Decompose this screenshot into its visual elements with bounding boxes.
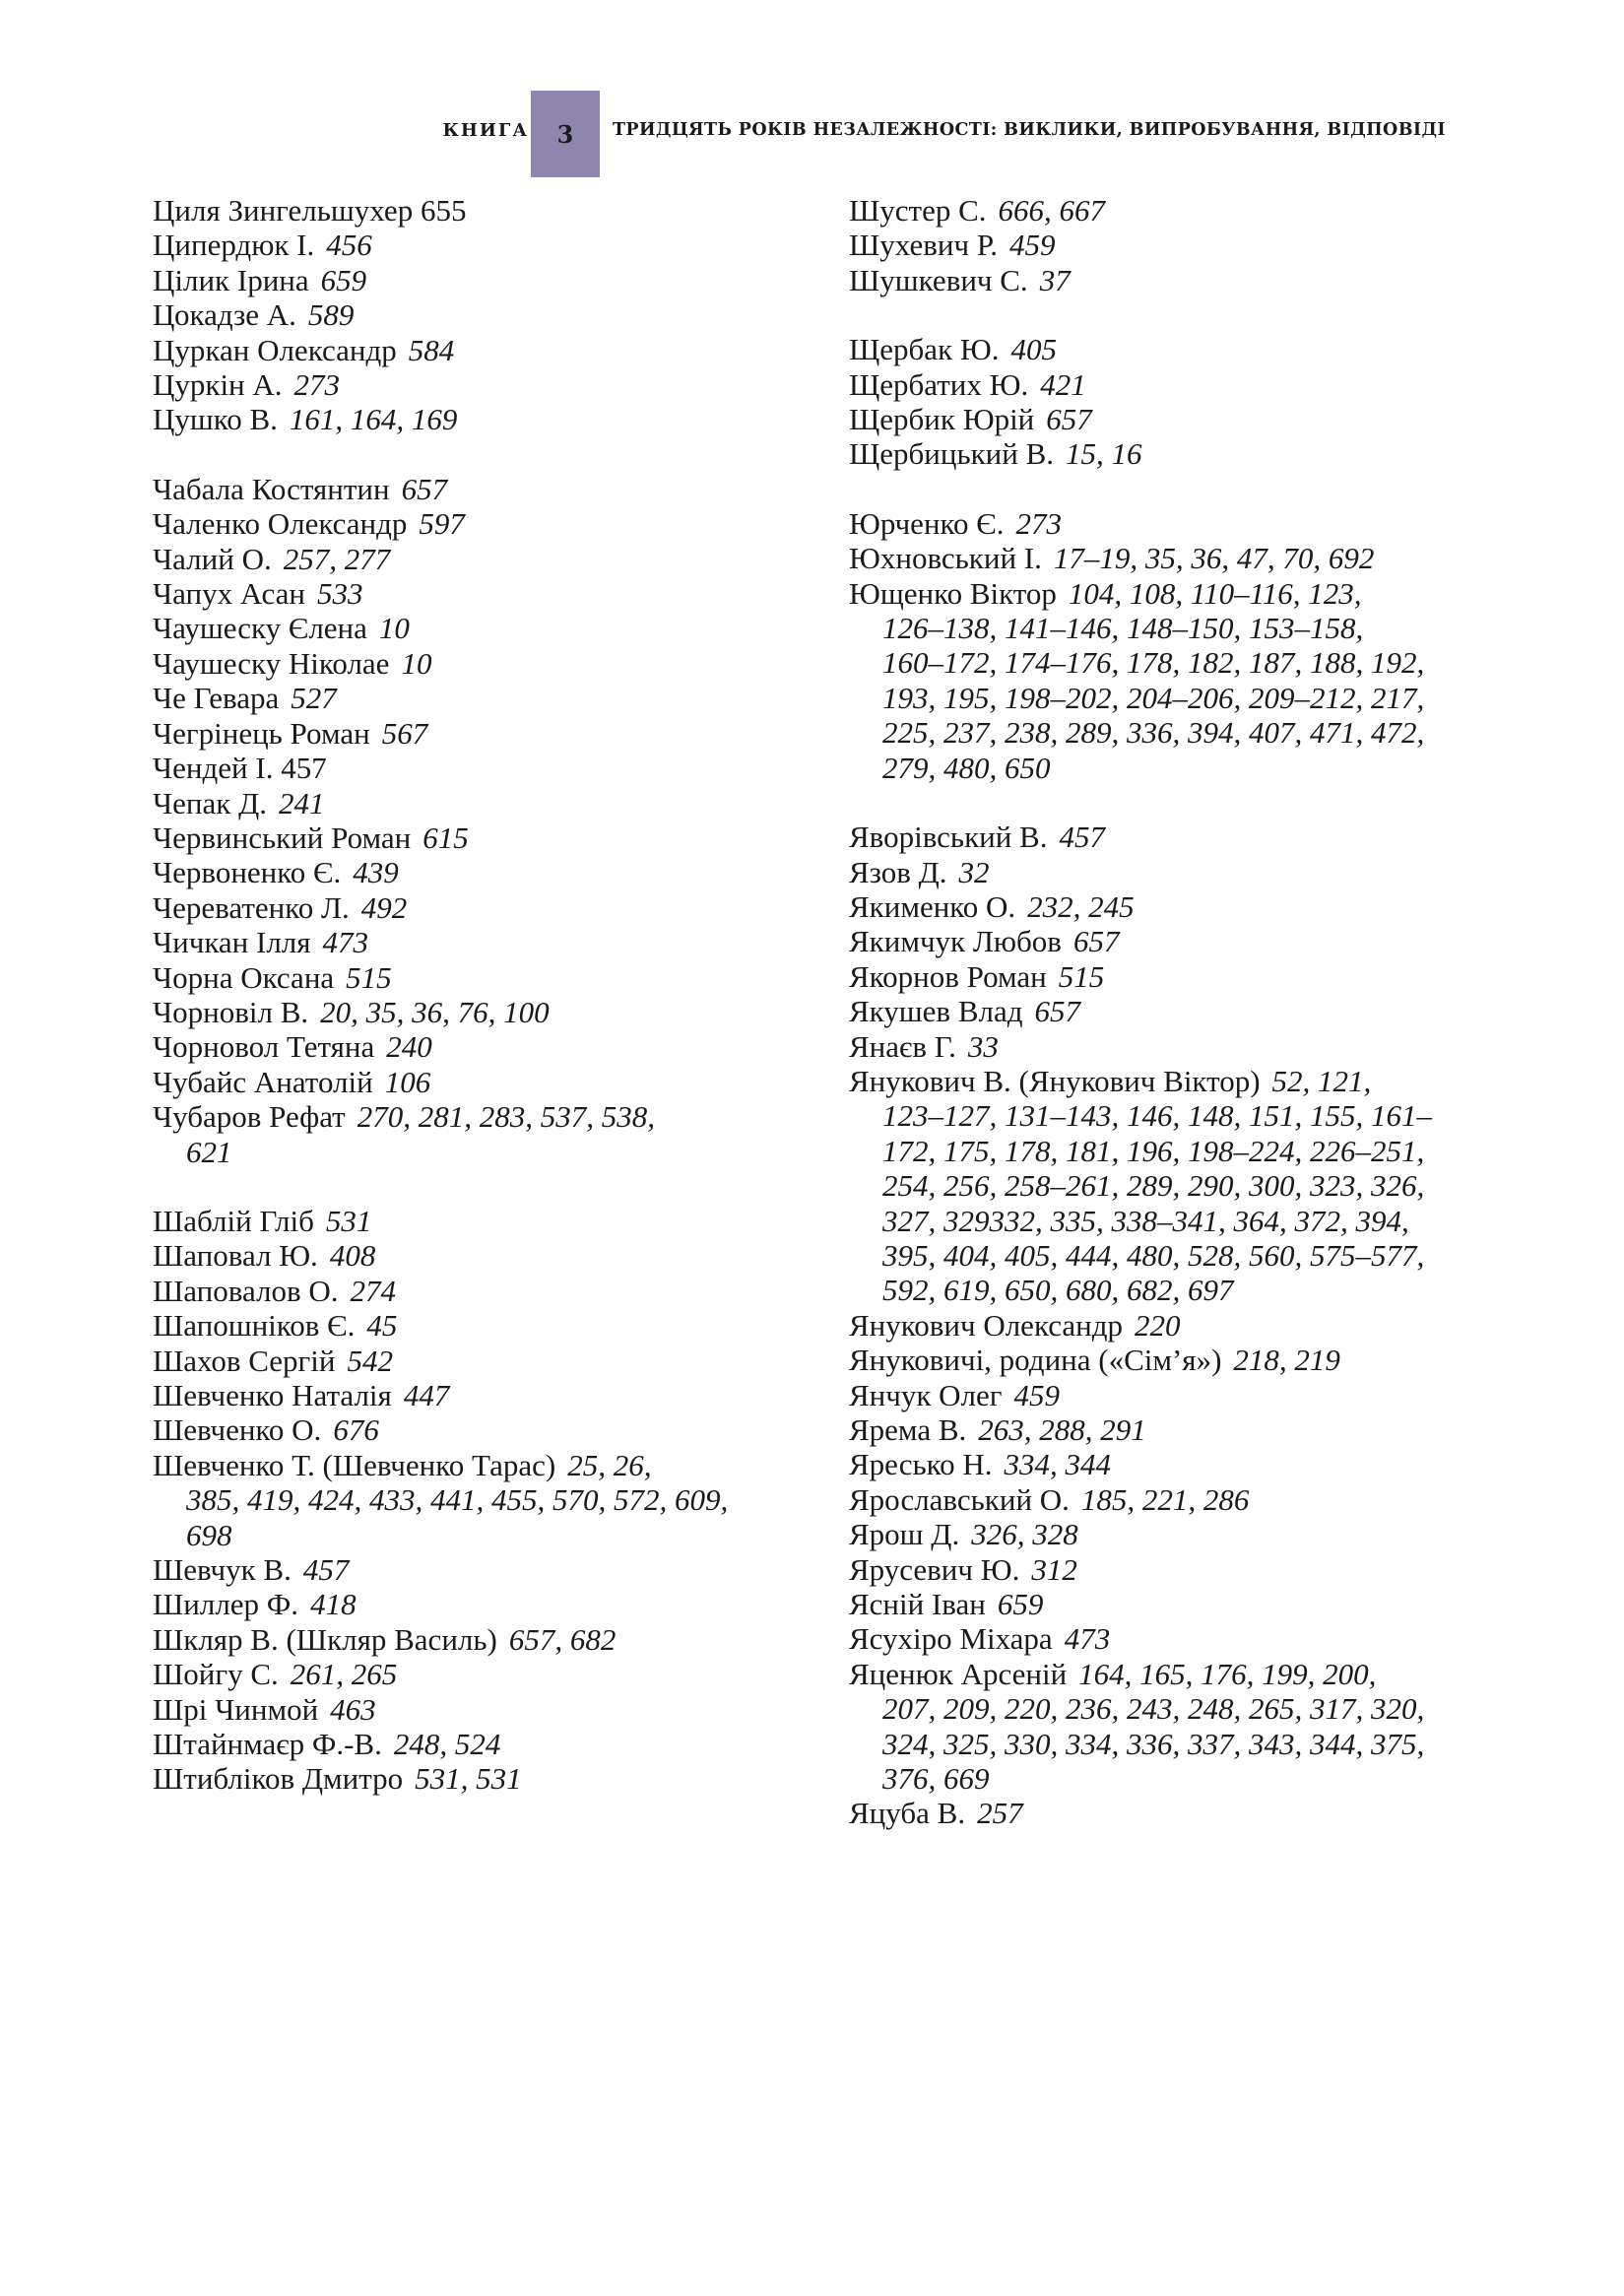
entry-name: Ярусевич Ю. bbox=[849, 1551, 1020, 1587]
entry-name: Щербик Юрій bbox=[849, 402, 1035, 437]
index-column-right bbox=[849, 193, 1489, 1831]
index-entry bbox=[153, 1204, 783, 1238]
entry-name: Шушкевич С. bbox=[849, 262, 1028, 297]
book-number: 3 bbox=[556, 119, 574, 149]
entry-name: Чичкан Ілля bbox=[153, 925, 311, 960]
entry-name: Шевчук В. bbox=[153, 1552, 292, 1588]
index-entry bbox=[153, 1552, 783, 1587]
index-entry bbox=[849, 263, 1489, 297]
index-entry bbox=[153, 995, 783, 1029]
index-entry bbox=[153, 1308, 783, 1343]
entry-name: Янаєв Г. bbox=[849, 1028, 956, 1064]
index-entry bbox=[153, 472, 783, 506]
index-entry bbox=[849, 436, 1489, 471]
entry-name: Чаушеску Ніколае bbox=[153, 645, 390, 681]
book-number-box bbox=[531, 91, 600, 177]
entry-name: Червоненко Є. bbox=[153, 855, 342, 890]
index-entry bbox=[153, 855, 783, 889]
entry-name: Яцуба В. bbox=[849, 1796, 966, 1831]
index-entry bbox=[849, 1796, 1489, 1830]
index-entry bbox=[849, 367, 1489, 402]
index-entry bbox=[153, 820, 783, 855]
entry-name: Шапошніков Є. bbox=[153, 1308, 356, 1344]
entry-pages: 447 bbox=[403, 1378, 450, 1412]
entry-pages: 10 bbox=[401, 645, 432, 681]
entry-pages: 273 bbox=[293, 367, 341, 403]
entry-pages: 257 bbox=[977, 1796, 1023, 1831]
entry-pages: 457 bbox=[302, 1552, 350, 1588]
entry-name: Цуркін А. bbox=[153, 367, 283, 403]
entry-pages: 126–138, 141–146, 148–150, 153–158, bbox=[882, 611, 1364, 646]
group-gap bbox=[849, 472, 1489, 506]
entry-pages: 542 bbox=[347, 1343, 393, 1378]
entry-pages: 589 bbox=[307, 297, 355, 333]
index-entry bbox=[153, 786, 783, 820]
entry-name: Ярема В. bbox=[849, 1412, 967, 1447]
entry-pages: 657 bbox=[401, 471, 448, 506]
entry-name: Череватенко Л. bbox=[153, 889, 350, 925]
entry-pages: 459 bbox=[1008, 228, 1056, 263]
entry-name: Чорновіл В. bbox=[153, 994, 309, 1029]
entry-pages: 657 bbox=[1046, 402, 1092, 437]
index-entry bbox=[153, 1274, 783, 1308]
index-entry bbox=[153, 333, 783, 367]
entry-pages: 385, 419, 424, 433, 441, 455, 570, 572, 609, bbox=[186, 1482, 729, 1518]
entry-pages: 312 bbox=[1031, 1551, 1077, 1587]
index-entry bbox=[849, 1029, 1489, 1064]
index-entry bbox=[153, 1412, 783, 1447]
index-entry bbox=[153, 1657, 783, 1691]
entry-name: Цуркан Олександр bbox=[153, 332, 397, 367]
entry-pages: 32 bbox=[958, 854, 990, 889]
entry-pages: 324, 325, 330, 334, 336, 337, 343, 344, 375, bbox=[882, 1726, 1425, 1761]
index-entry bbox=[849, 332, 1489, 366]
index-entry bbox=[849, 1552, 1489, 1587]
entry-pages: 20, 35, 36, 76, 100 bbox=[320, 994, 550, 1029]
entry-name: Ющенко Віктор bbox=[849, 575, 1057, 611]
index-entry bbox=[153, 1344, 783, 1378]
index-entry bbox=[153, 263, 783, 297]
entry-pages: 185, 221, 286 bbox=[1080, 1481, 1250, 1517]
entry-name: Чаленко Олександр bbox=[153, 506, 408, 542]
entry-pages: 160–172, 174–176, 178, 182, 187, 188, 192, bbox=[882, 645, 1425, 681]
index-entry bbox=[849, 1587, 1489, 1621]
index-entry bbox=[153, 681, 783, 715]
entry-name: Штайнмаєр Ф.-В. bbox=[153, 1727, 382, 1762]
entry-name: Якименко О. bbox=[849, 888, 1016, 924]
entry-pages: 597 bbox=[419, 506, 465, 542]
entry-name: Якимчук Любов bbox=[849, 924, 1062, 959]
index-entry bbox=[153, 193, 783, 228]
entry-pages: 25, 26, bbox=[567, 1447, 652, 1482]
entry-pages: 240 bbox=[386, 1029, 432, 1065]
index-entry bbox=[153, 1029, 783, 1064]
index-entry bbox=[153, 1448, 783, 1552]
index-entry bbox=[849, 193, 1489, 228]
book-label: КНИГА bbox=[442, 120, 529, 141]
index-entry bbox=[849, 1657, 1489, 1797]
index-entry bbox=[153, 542, 783, 576]
entry-name: Юхновський І. bbox=[849, 541, 1042, 576]
index-entry bbox=[153, 228, 783, 262]
entry-pages: 207, 209, 220, 236, 243, 248, 265, 317, 320, bbox=[882, 1691, 1425, 1727]
entry-name: Якушев Влад bbox=[849, 994, 1023, 1029]
entry-name: Щербицький В. bbox=[849, 436, 1055, 472]
entry-pages: 439 bbox=[353, 855, 399, 890]
index-entry bbox=[849, 820, 1489, 854]
entry-pages: 533 bbox=[316, 576, 363, 612]
entry-name: Ярош Д. bbox=[849, 1517, 960, 1552]
entry-pages: 274 bbox=[350, 1273, 396, 1308]
entry-pages: 218, 219 bbox=[1233, 1343, 1340, 1378]
entry-pages: 615 bbox=[422, 820, 469, 855]
entry-pages: 10 bbox=[378, 611, 410, 646]
entry-name: Червинський Роман bbox=[153, 820, 412, 855]
entry-pages: 459 bbox=[1013, 1377, 1060, 1412]
entry-pages: 527 bbox=[291, 681, 337, 716]
entry-pages: 270, 281, 283, 537, 538, bbox=[357, 1099, 655, 1135]
entry-pages: 418 bbox=[310, 1587, 357, 1622]
entry-pages: 657 bbox=[1072, 924, 1120, 959]
entry-pages: 659 bbox=[320, 262, 367, 297]
entry-pages: 273 bbox=[1015, 505, 1062, 541]
index-entry bbox=[849, 994, 1489, 1028]
index-entry bbox=[153, 1692, 783, 1727]
entry-name: Че Гевара bbox=[153, 681, 280, 716]
entry-name: Чаушеску Єлена bbox=[153, 611, 367, 646]
entry-pages: 279, 480, 650 bbox=[882, 750, 1051, 785]
entry-name: Чорновол Тетяна bbox=[153, 1029, 375, 1065]
entry-name: Ясній Іван bbox=[849, 1587, 986, 1622]
entry-pages: 52, 121, bbox=[1271, 1063, 1372, 1098]
index-entry bbox=[849, 1343, 1489, 1377]
entry-name: Яценюк Арсеній bbox=[849, 1656, 1068, 1691]
index-entry bbox=[849, 1378, 1489, 1412]
entry-name: Чубаров Рефат bbox=[153, 1099, 346, 1135]
entry-name: Чорна Оксана bbox=[153, 959, 335, 995]
entry-pages: 220 bbox=[1135, 1307, 1181, 1343]
index-entry bbox=[153, 297, 783, 332]
entry-name: Щербак Ю. bbox=[849, 332, 1000, 367]
index-entry bbox=[849, 1482, 1489, 1517]
index-entry bbox=[153, 1622, 783, 1657]
entry-pages: 456 bbox=[326, 228, 372, 263]
entry-name: Циля Зингельшухер 655 bbox=[153, 193, 467, 228]
entry-pages: 515 bbox=[1058, 958, 1105, 994]
entry-pages: 15, 16 bbox=[1066, 436, 1142, 472]
entry-name: Шевченко Т. (Шевченко Тарас) bbox=[153, 1447, 556, 1482]
book-title: ТРИДЦЯТЬ РОКІВ НЕЗАЛЕЖНОСТІ: ВИКЛИКИ, ВИПРОБУВАННЯ, ВІДПОВІДІ bbox=[613, 120, 1447, 140]
index-entry bbox=[153, 646, 783, 681]
index-entry bbox=[849, 924, 1489, 958]
entry-pages: 334, 344 bbox=[1004, 1447, 1111, 1482]
entry-name: Ясухіро Міхара bbox=[849, 1621, 1053, 1657]
entry-pages: 123–127, 131–143, 146, 148, 151, 155, 161– bbox=[882, 1098, 1432, 1134]
entry-pages: 659 bbox=[997, 1587, 1044, 1622]
entry-name: Янукович Олександр bbox=[849, 1307, 1123, 1343]
entry-name: Янчук Олег bbox=[849, 1377, 1003, 1412]
index-entry bbox=[849, 228, 1489, 262]
index-entry bbox=[153, 716, 783, 751]
entry-name: Чалий О. bbox=[153, 541, 272, 576]
entry-name: Штибліков Дмитро bbox=[153, 1761, 404, 1797]
index-entry bbox=[849, 402, 1489, 436]
entry-pages: 161, 164, 169 bbox=[289, 402, 458, 437]
index-entry bbox=[153, 1587, 783, 1621]
entry-pages: 531, 531 bbox=[415, 1761, 522, 1797]
entry-name: Шахов Сергій bbox=[153, 1343, 336, 1378]
entry-pages: 225, 237, 238, 289, 336, 394, 407, 471, 472, bbox=[882, 715, 1425, 751]
entry-name: Шкляр В. (Шкляр Василь) bbox=[153, 1621, 497, 1657]
group-gap bbox=[849, 785, 1489, 820]
entry-pages: 473 bbox=[1064, 1621, 1111, 1657]
entry-pages: 193, 195, 198–202, 204–206, 209–212, 217, bbox=[882, 680, 1425, 715]
index-entry bbox=[153, 506, 783, 541]
entry-pages: 254, 256, 258–261, 289, 290, 300, 323, 326, bbox=[882, 1168, 1425, 1204]
index-entry bbox=[153, 890, 783, 925]
entry-pages: 164, 165, 176, 199, 200, bbox=[1078, 1656, 1377, 1691]
group-gap bbox=[153, 437, 783, 472]
entry-name: Ярославський О. bbox=[849, 1481, 1070, 1517]
entry-name: Шаблій Гліб bbox=[153, 1203, 314, 1238]
entry-pages: 592, 619, 650, 680, 682, 697 bbox=[882, 1273, 1234, 1308]
entry-pages: 395, 404, 405, 444, 480, 528, 560, 575–577, bbox=[882, 1237, 1425, 1273]
entry-pages: 104, 108, 110–116, 123, bbox=[1068, 575, 1362, 611]
entry-pages: 376, 669 bbox=[882, 1761, 990, 1797]
index-entry bbox=[153, 1761, 783, 1796]
index-entry bbox=[153, 402, 783, 436]
entry-pages: 698 bbox=[186, 1517, 232, 1552]
entry-pages: 263, 288, 291 bbox=[978, 1412, 1146, 1447]
entry-name: Шевченко О. bbox=[153, 1412, 322, 1448]
index-entry bbox=[849, 959, 1489, 994]
index-entry bbox=[153, 960, 783, 995]
entry-pages: 463 bbox=[330, 1691, 376, 1727]
entry-name: Шрі Чинмой bbox=[153, 1691, 319, 1727]
group-gap bbox=[849, 297, 1489, 332]
entry-pages: 408 bbox=[329, 1238, 376, 1274]
index-entry bbox=[849, 1064, 1489, 1308]
entry-pages: 584 bbox=[408, 332, 455, 367]
entry-pages: 515 bbox=[346, 959, 392, 995]
index-entry bbox=[153, 1238, 783, 1273]
entry-pages: 327, 329332, 335, 338–341, 364, 372, 394, bbox=[882, 1203, 1409, 1238]
index-entry bbox=[153, 611, 783, 645]
entry-pages: 257, 277 bbox=[283, 541, 391, 576]
entry-pages: 33 bbox=[967, 1028, 999, 1064]
index-entry bbox=[849, 506, 1489, 541]
entry-pages: 421 bbox=[1040, 366, 1086, 402]
index-entry bbox=[153, 367, 783, 402]
entry-name: Яресько Н. bbox=[849, 1447, 993, 1482]
entry-pages: 666, 667 bbox=[998, 193, 1106, 228]
entry-name: Януковичі, родина («Сім’я») bbox=[849, 1343, 1222, 1378]
entry-pages: 232, 245 bbox=[1027, 888, 1135, 924]
index-entry bbox=[153, 576, 783, 611]
entry-pages: 676 bbox=[333, 1412, 379, 1448]
entry-name: Ципердюк І. bbox=[153, 228, 315, 263]
entry-pages: 531 bbox=[325, 1203, 372, 1238]
entry-pages: 405 bbox=[1010, 332, 1057, 367]
entry-pages: 473 bbox=[322, 925, 369, 960]
index-entry bbox=[849, 576, 1489, 785]
entry-name: Чегрінець Роман bbox=[153, 715, 370, 751]
entry-name: Цокадзе А. bbox=[153, 297, 296, 333]
entry-name: Язов Д. bbox=[849, 854, 947, 889]
entry-pages: 657, 682 bbox=[508, 1621, 617, 1657]
entry-name: Шаповал Ю. bbox=[153, 1238, 318, 1274]
index-entry bbox=[153, 925, 783, 959]
index-entry bbox=[849, 855, 1489, 889]
entry-name: Чапух Асан bbox=[153, 576, 305, 612]
entry-pages: 457 bbox=[1059, 820, 1105, 855]
index-entry bbox=[153, 751, 783, 785]
entry-pages: 241 bbox=[278, 785, 325, 820]
entry-pages: 17–19, 35, 36, 47, 70, 692 bbox=[1053, 541, 1375, 576]
entry-name: Яворівський В. bbox=[849, 820, 1048, 855]
index-entry bbox=[849, 541, 1489, 575]
entry-pages: 492 bbox=[360, 889, 408, 925]
index-entry bbox=[849, 1517, 1489, 1551]
entry-pages: 621 bbox=[186, 1134, 232, 1169]
entry-name: Чендей І. 457 bbox=[153, 751, 327, 786]
entry-name: Цушко В. bbox=[153, 402, 278, 437]
entry-name: Юрченко Є. bbox=[849, 505, 1005, 541]
entry-name: Шиллер Ф. bbox=[153, 1587, 299, 1622]
entry-pages: 45 bbox=[366, 1308, 398, 1344]
entry-name: Цілик Ірина bbox=[153, 262, 309, 297]
index-column-left bbox=[153, 193, 783, 1797]
entry-name: Якорнов Роман bbox=[849, 958, 1047, 994]
entry-pages: 326, 328 bbox=[971, 1517, 1078, 1552]
entry-name: Шевченко Наталія bbox=[153, 1378, 392, 1412]
entry-pages: 261, 265 bbox=[290, 1657, 398, 1692]
entry-pages: 37 bbox=[1039, 262, 1071, 297]
index-entry bbox=[849, 1621, 1489, 1656]
index-entry bbox=[849, 1308, 1489, 1343]
entry-name: Шойгу С. bbox=[153, 1657, 279, 1692]
entry-name: Янукович В. (Янукович Віктор) bbox=[849, 1063, 1261, 1098]
index-entry bbox=[153, 1727, 783, 1761]
entry-name: Шаповалов О. bbox=[153, 1273, 339, 1308]
entry-pages: 248, 524 bbox=[393, 1727, 501, 1762]
entry-name: Щербатих Ю. bbox=[849, 366, 1029, 402]
entry-name: Чепак Д. bbox=[153, 785, 267, 820]
entry-pages: 657 bbox=[1034, 994, 1080, 1029]
entry-name: Шустер С. bbox=[849, 193, 987, 228]
index-entry bbox=[849, 1447, 1489, 1481]
index-entry bbox=[849, 1412, 1489, 1447]
entry-pages: 106 bbox=[384, 1064, 431, 1099]
index-entry bbox=[153, 1065, 783, 1099]
entry-pages: 567 bbox=[381, 715, 428, 751]
entry-pages: 172, 175, 178, 181, 196, 198–224, 226–251, bbox=[882, 1133, 1425, 1168]
entry-name: Чабала Костянтин bbox=[153, 471, 390, 506]
entry-name: Чубайс Анатолій bbox=[153, 1064, 373, 1099]
running-header bbox=[0, 91, 1624, 177]
index-entry bbox=[849, 889, 1489, 924]
index-entry bbox=[153, 1378, 783, 1412]
group-gap bbox=[153, 1169, 783, 1204]
entry-name: Шухевич Р. bbox=[849, 228, 998, 263]
index-entry bbox=[153, 1099, 783, 1169]
